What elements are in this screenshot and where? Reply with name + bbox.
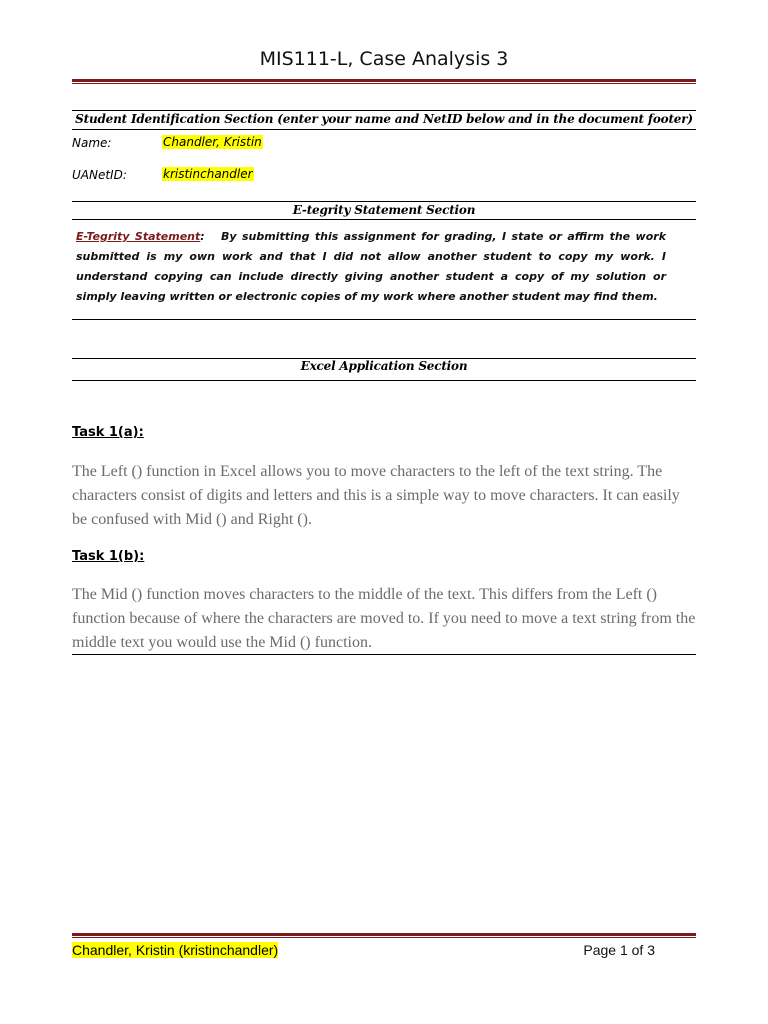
task-1b-answer[interactable]: The Mid () function moves characters to the middle of the text. This differs from the Left () function because of where the characters are moved to. If you need to move a text string from the middle text you would use the Mid () function.	[72, 586, 696, 651]
divider	[72, 654, 696, 655]
divider	[72, 201, 696, 202]
divider	[72, 110, 696, 111]
task-1a-heading: Task 1(a):	[72, 425, 144, 440]
statement-body: By submitting this assignment for grading, I state or affirm the work submitted is my own work and that I did not allow another student to copy my work. I understand copying can include directly giving another student a copy of my solution or simply leaving written or electronic copies of my work where another student may find them.	[76, 230, 667, 303]
etegrity-section-heading: E-tegrity Statement Section	[292, 203, 476, 217]
divider	[72, 129, 696, 130]
divider	[72, 319, 696, 320]
divider	[72, 219, 696, 220]
divider	[72, 380, 696, 381]
etegrity-statement	[76, 227, 666, 307]
netid-value[interactable]: kristinchandler	[163, 167, 253, 181]
excel-section-heading: Excel Application Section	[300, 359, 468, 373]
statement-colon: :	[200, 230, 205, 243]
footer-author: Chandler, Kristin (kristinchandler)	[72, 942, 279, 958]
header-rule	[72, 79, 696, 84]
task-1b-heading: Task 1(b):	[72, 549, 145, 564]
page-title: MIS111-L, Case Analysis 3	[259, 48, 509, 70]
footer-page-number: Page 1 of 3	[583, 942, 655, 958]
task-1a-answer[interactable]: The Left () function in Excel allows you to move characters to the left of the text string. The characters consist of digits and letters and this is a simple way to move characters. It can easily be confused with Mid () and Right ().	[72, 463, 680, 528]
footer-rule	[72, 933, 696, 938]
student-section-heading: Student Identification Section (enter your name and NetID below and in the document footer)	[75, 112, 693, 126]
netid-label: UANetID:	[72, 168, 127, 182]
statement-lead: E-Tegrity Statement	[76, 230, 201, 243]
name-value[interactable]: Chandler, Kristin	[163, 135, 262, 149]
name-label: Name:	[72, 136, 112, 150]
